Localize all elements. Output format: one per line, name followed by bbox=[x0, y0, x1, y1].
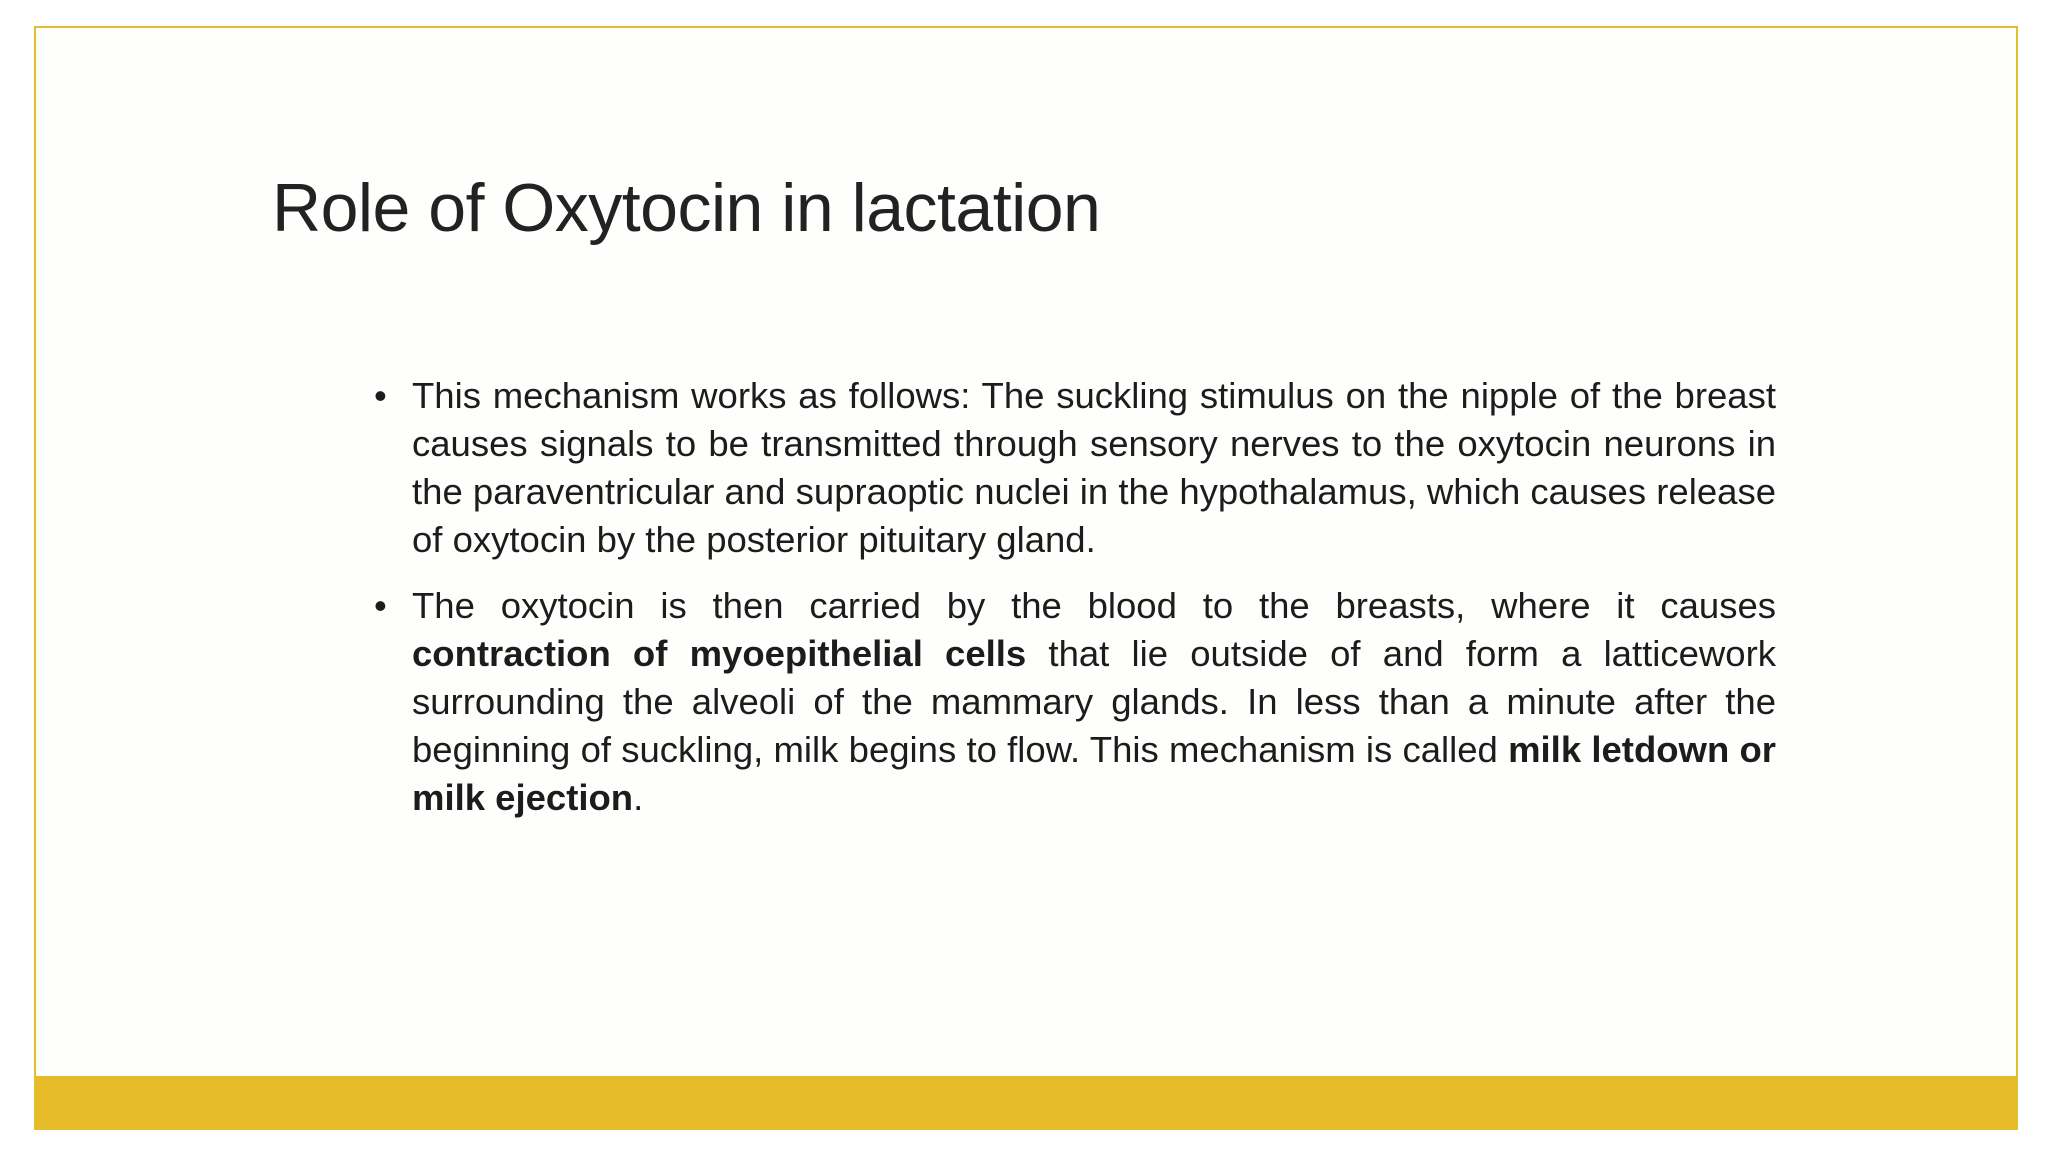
bullet-text-part: The oxytocin is then carried by the blood to the breasts, where it causes bbox=[412, 585, 1776, 626]
slide-title: Role of Oxytocin in lactation bbox=[272, 170, 1101, 246]
bullet-list bbox=[336, 372, 1776, 840]
bullet-dot-icon: • bbox=[374, 585, 387, 626]
bold-term-myoepithelial: contraction of myoepithelial cells bbox=[412, 633, 1027, 674]
bullet-item-milk-ejection bbox=[336, 582, 1776, 822]
bullet-text: This mechanism works as follows: The suckling stimulus on the nipple of the breast causes signals to be transmitted through sensory nerves to the oxytocin neurons in the paraventricular and supraoptic nuclei in the hypothalamus, which causes release of oxytocin by the posterior pituitary gland. bbox=[412, 375, 1776, 560]
footer-accent-bar bbox=[36, 1076, 2016, 1128]
bullet-item-mechanism bbox=[336, 372, 1776, 564]
slide bbox=[34, 26, 2018, 1130]
bold-term-milk-ejection: milk letdown or milk ejection bbox=[412, 729, 1776, 818]
bullet-text-part: . bbox=[633, 777, 644, 818]
bullet-text-part: that lie outside of and form a latticework surrounding the alveoli of the mammary glands. In less than a minute after the beginning of suckling, milk begins to flow. This mechanism is called bbox=[412, 633, 1776, 770]
bullet-dot-icon: • bbox=[374, 375, 387, 416]
